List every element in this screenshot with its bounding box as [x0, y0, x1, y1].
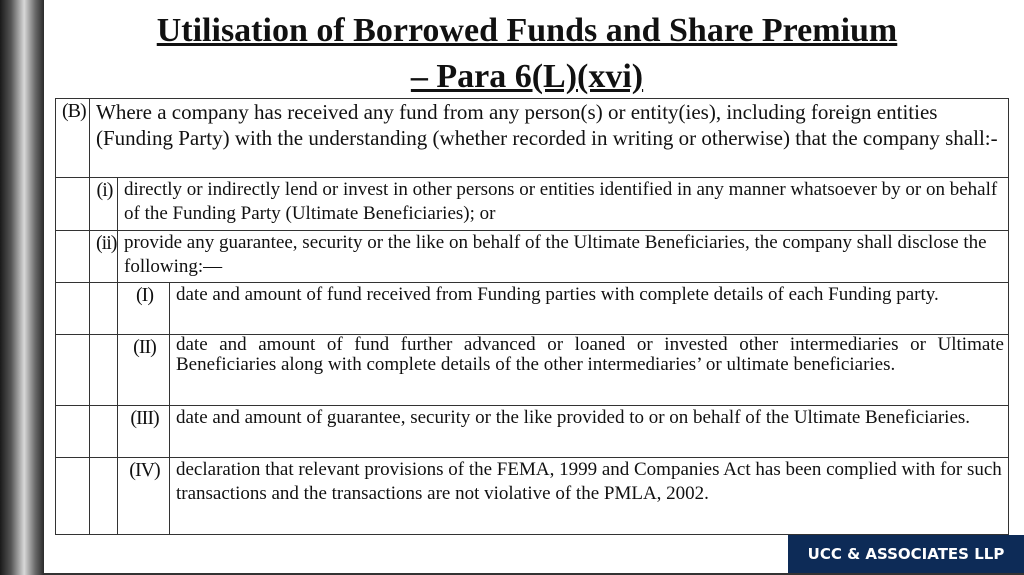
table-row-b [56, 99, 1009, 178]
row-label-I: (I) [118, 283, 170, 335]
row-text-II: date and amount of fund further advanced or loaned or invested other intermediaries or Ultimate Beneficiaries along with complete details of the other intermediaries’ or ultimate beneficiaries. [170, 335, 1009, 406]
title-line-1: Utilisation of Borrowed Funds and Share Premium [156, 12, 898, 49]
empty-cell [90, 335, 118, 406]
row-label-II: (II) [118, 335, 170, 406]
provisions-table [55, 98, 1009, 535]
slide-title [60, 8, 994, 100]
table-row-I [56, 283, 1009, 335]
row-text-b: Where a company has received any fund from any person(s) or entity(ies), including foreign entities (Funding Party) with the understanding (whether recorded in writing or otherwise) that the company shall:- [90, 99, 1009, 178]
table-row-II [56, 335, 1009, 406]
empty-cell [56, 458, 90, 535]
row-text-ii: provide any guarantee, security or the like on behalf of the Ultimate Beneficiaries, the company shall disclose the following:— [118, 231, 1009, 283]
row-text-III: date and amount of guarantee, security or the like provided to or on behalf of the Ultimate Beneficiaries. [170, 406, 1009, 458]
left-decorative-bar [0, 0, 44, 575]
empty-cell [90, 283, 118, 335]
row-text-IV: declaration that relevant provisions of the FEMA, 1999 and Companies Act has been complied with for such transactions and the transactions are not violative of the PMLA, 2002. [170, 458, 1009, 535]
row-text-i: directly or indirectly lend or invest in other persons or entities identified in any manner whatsoever by or on behalf of the Funding Party (Ultimate Beneficiaries); or [118, 178, 1009, 231]
empty-cell [56, 178, 90, 231]
table-row-ii [56, 231, 1009, 283]
row-text-I: date and amount of fund received from Funding parties with complete details of each Funding party. [170, 283, 1009, 335]
row-label-ii: (ii) [90, 231, 118, 283]
row-label-i: (i) [90, 178, 118, 231]
firm-badge: UCC & ASSOCIATES LLP [788, 535, 1024, 573]
row-label-IV: (IV) [118, 458, 170, 535]
empty-cell [56, 231, 90, 283]
empty-cell [90, 458, 118, 535]
title-line-2: – Para 6(L)(xvi) [410, 58, 644, 95]
empty-cell [56, 335, 90, 406]
table-row-IV [56, 458, 1009, 535]
table-row-i [56, 178, 1009, 231]
empty-cell [56, 283, 90, 335]
row-label-b: (B) [56, 99, 90, 178]
table-row-III [56, 406, 1009, 458]
empty-cell [90, 406, 118, 458]
empty-cell [56, 406, 90, 458]
row-label-III: (III) [118, 406, 170, 458]
